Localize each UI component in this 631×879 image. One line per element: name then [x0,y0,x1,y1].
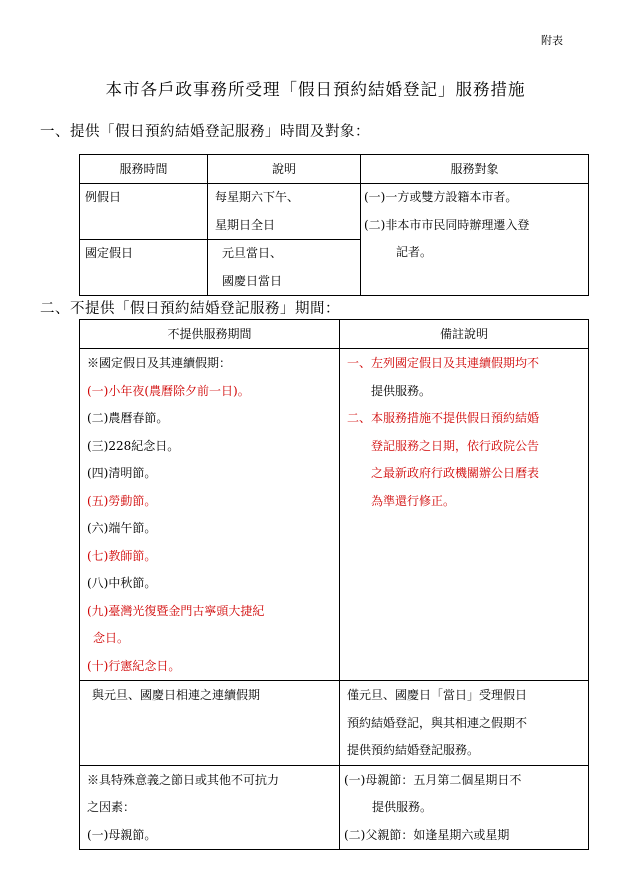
section2-heading: 二、不提供「假日預約結婚登記服務」期間： [40,301,340,317]
holiday-item: (十)行憲紀念日。 [87,658,181,673]
remark-line: 僅元旦、國慶日「當日」受理假日 [347,688,528,702]
remark-line: 預約結婚登記，與其相連之假期不 [347,715,528,730]
row-time-weekend: 例假日 [85,190,122,204]
document-title: 本市各戶政事務所受理「假日預約結婚登記」服務措施 [105,80,526,99]
consecutive-holiday-text: 與元旦、國慶日相連之連續假期 [92,688,261,702]
remark-line: 之最新政府行政機關辦公日曆表 [371,466,540,480]
holiday-list-intro: ※國定假日及其連續假期： [87,356,232,370]
target-line: (一)一方或雙方設籍本市者。 [364,190,518,204]
row-desc-line: 每星期六下午、 [215,190,300,204]
header-no-service-period: 不提供服務期間 [80,320,340,349]
holiday-item: (八)中秋節。 [87,576,157,590]
no-service-table [79,319,589,850]
holiday-item: (一)小年夜(農曆除夕前一日)。 [87,383,250,398]
remark-line: 為準還行修正。 [371,493,456,508]
remark-line: 二、本服務措施不提供假日預約結婚 [347,411,540,425]
holiday-item-cont: 念日。 [93,631,130,645]
remark-line: (一)母親節：五月第二個星期日不 [344,772,522,787]
section1-heading: 一、提供「假日預約結婚登記服務」時間及對象： [40,124,370,140]
holiday-item: (六)端午節。 [87,521,157,535]
remark-line: 登記服務之日期，依行政院公告 [371,438,540,453]
remark-line: 一、左列國定假日及其連續假期均不 [347,356,540,370]
remark-line: 提供預約結婚登記服務。 [347,743,480,757]
holiday-item: (二)農曆春節。 [87,411,169,425]
service-time-table [79,154,589,296]
holiday-item: (五)勞動節。 [87,493,157,508]
special-holiday-line: 之因素： [87,800,136,814]
row-time-national-holiday: 國定假日 [85,246,134,260]
special-holiday-line: (一)母親節。 [87,827,157,842]
row-desc-line: 元旦當日、 [222,246,283,260]
annex-label: 附表 [541,34,563,47]
row-desc-line: 國慶日當日 [222,273,283,288]
header-service-time: 服務時間 [80,155,208,184]
special-holiday-line: ※具特殊意義之節日或其他不可抗力 [87,772,280,787]
holiday-item: (三)228紀念日。 [87,438,180,453]
target-line: (二)非本市市民同時辦理遷入登 [364,217,530,232]
header-service-target: 服務對象 [361,155,589,184]
holiday-item: (九)臺灣光復暨金門古寧頭大捷紀 [87,603,265,618]
header-remarks: 備註說明 [340,320,589,349]
remark-line: (二)父親節：如逢星期六或星期 [344,827,510,842]
row-desc-line: 星期日全日 [215,217,276,232]
holiday-item: (七)教師節。 [87,548,157,563]
remark-line: 提供服務。 [371,383,432,398]
holiday-item: (四)清明節。 [87,466,157,480]
remark-line: 提供服務。 [372,800,433,814]
target-line: 記者。 [396,245,433,259]
header-description: 說明 [208,155,361,184]
